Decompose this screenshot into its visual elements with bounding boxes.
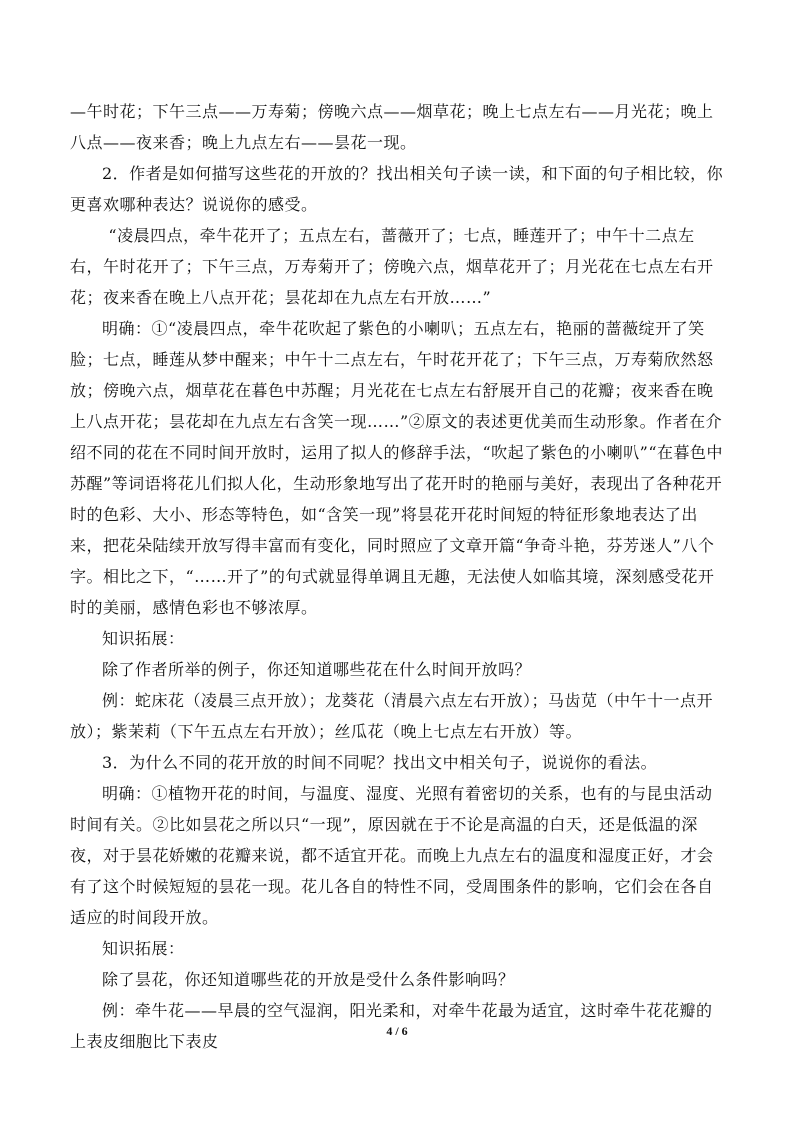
extension-example-1: 例：蛇床花（凌晨三点开放）；龙葵花（清晨六点左右开放）；马齿苋（中午十一点开放）；紫茉莉（下午五点左右开放）；丝瓜花（晚上七点左右开放）等。 bbox=[70, 691, 714, 741]
document-body bbox=[70, 96, 724, 1057]
page-number: 4 / 6 bbox=[386, 1024, 408, 1038]
paragraph-flower-times: —午时花；下午三点——万寿菊；傍晚六点——烟草花；晚上七点左右——月光花；晚上八点——夜来香；晚上九点左右——昙花一现。 bbox=[70, 102, 714, 152]
extension-example-2: 例：牵牛花——早晨的空气湿润，阳光柔和，对牵牛花最为适宜，这时牵牛花花瓣的上表皮细胞比下表皮 bbox=[70, 1001, 713, 1051]
comparison-sentence: “凌晨四点，牵牛花开了；五点左右，蔷薇开了；七点，睡莲开了；中午十二点左右，午时花开了；下午三点，万寿菊开了；傍晚六点，烟草花开了；月光花在七点左右开花；夜来香在晚上八点开花；昙花却在九点左右开放……” bbox=[70, 226, 714, 307]
extension-question-2: 除了昙花，你还知道哪些花的开放是受什么条件影响吗？ bbox=[102, 970, 515, 989]
knowledge-extension-heading-2: 知识拓展： bbox=[102, 939, 185, 958]
question-2: 2．作者是如何描写这些花的开放的？找出相关句子读一读，和下面的句子相比较，你更喜欢哪种表达？说说你的感受。 bbox=[70, 164, 724, 214]
extension-question-1: 除了作者所举的例子，你还知道哪些花在什么时间开放吗？ bbox=[102, 660, 532, 679]
answer-2: 明确：①“凌晨四点，牵牛花吹起了紫色的小喇叭；五点左右，艳丽的蔷薇绽开了笑脸；七点，睡莲从梦中醒来；中午十二点左右，午时花开花了；下午三点，万寿菊欣然怒放；傍晚六点，烟草花在暮色中苏醒；月光花在七点左右舒展开自己的花瓣；夜来香在晚上八点开花；昙花却在九点左右含笑一现……”②原文的表述更优美而生动形象。作者在介绍不同的花在不同时间开放时，运用了拟人的修辞手法，“吹起了紫色的小喇叭”“在暮色中苏醒”等词语将花儿们拟人化，生动形象地写出了花开时的艳丽与美好，表现出了各种花开时的色彩、大小、形态等特色，如“含笑一现”将昙花开花时间短的特征形象地表达了出来，把花朵陆续开放写得丰富而有变化，同时照应了文章开篇“争奇斗艳，芬芳迷人”八个字。相比之下，“……开了”的句式就显得单调且无趣，无法使人如临其境，深刻感受花开时的美丽，感情色彩也不够浓厚。 bbox=[70, 319, 724, 617]
answer-3: 明确：①植物开花的时间，与温度、湿度、光照有着密切的关系，也有的与昆虫活动时间有关。②比如昙花之所以只“一现”，原因就在于不论是高温的白天，还是低温的深夜，对于昙花娇嫩的花瓣来说，都不适宜开花。而晚上九点左右的温度和湿度正好，才会有了这个时候短短的昙花一现。花儿各自的特性不同，受周围条件的影响，它们会在各自适应的时间段开放。 bbox=[70, 784, 714, 927]
question-3: 3．为什么不同的花开放的时间不同呢？找出文中相关句子，说说你的看法。 bbox=[102, 753, 658, 772]
knowledge-extension-heading: 知识拓展： bbox=[102, 629, 185, 648]
